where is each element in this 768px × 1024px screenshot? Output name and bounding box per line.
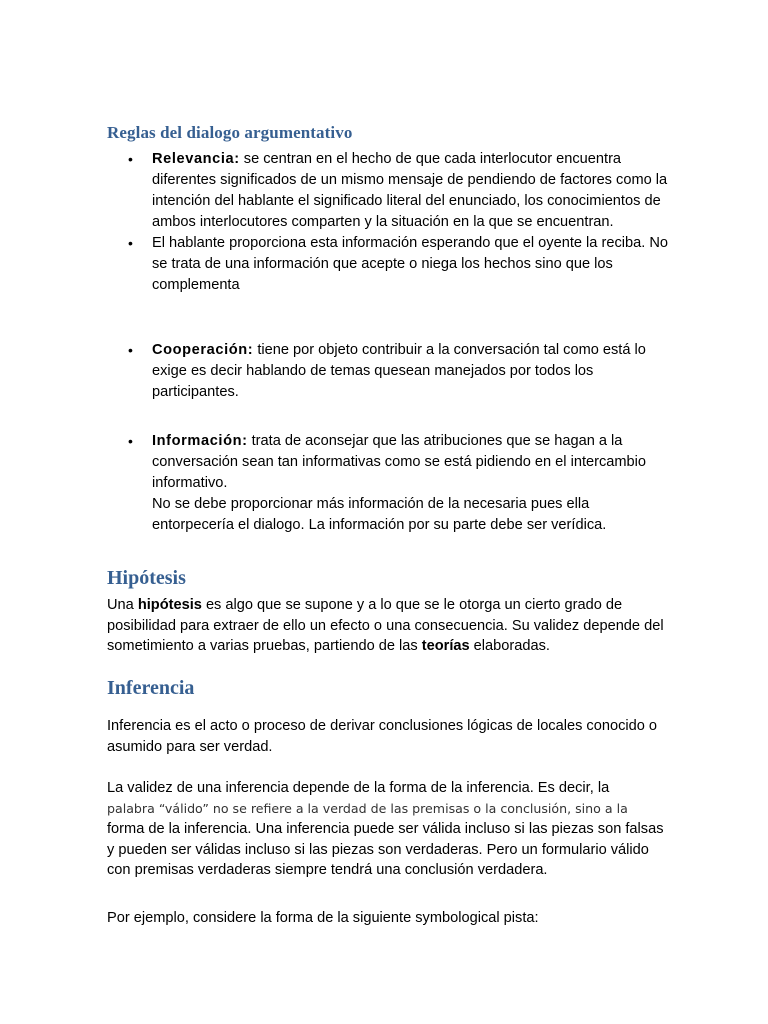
bullet-dot: • xyxy=(128,433,133,449)
validez-line-2: palabra “válido” no se refiere a la verdad de las premisas o la conclusión, sino a la xyxy=(107,800,628,816)
bullet-informacion xyxy=(0,431,672,536)
term-cooperacion: Cooperación: xyxy=(152,342,254,358)
teorias-bold: teorías xyxy=(421,638,470,654)
hipotesis-paragraph xyxy=(107,595,667,657)
heading-hipotesis: Hipótesis xyxy=(107,567,186,589)
validez-line-1: La validez de una inferencia depende de la forma de la inferencia. Es decir, la xyxy=(107,780,610,796)
bullet-dot: • xyxy=(128,235,133,251)
bullet-dot: • xyxy=(128,151,133,167)
hipotesis-text-c: es algo que se supone y a lo que se le otorga un cierto grado de posibilidad para extraer de ello un efecto o una consecuencia. Su validez depende del sometimiento a varias pruebas, partiendo de las xyxy=(107,597,664,654)
hipotesis-text-a: Una xyxy=(107,597,138,613)
bullet-dot: • xyxy=(128,342,133,358)
rules-list-informacion xyxy=(0,431,768,536)
heading-inferencia: Inferencia xyxy=(107,677,195,699)
hablante-text: El hablante proporciona esta información esperando que el oyente la reciba. No se trata de una información que acepte o niega los hechos sino que los complementa xyxy=(152,235,668,293)
rules-list-top xyxy=(0,149,768,296)
validez-line-3: forma de la inferencia. Una inferencia puede ser válida incluso si las piezas son falsas y pueden ser válidas incluso si las piezas son verdaderas. Pero un formulario válido con premisas verdaderas siempre tendrá una conclusión verdadera. xyxy=(107,821,664,878)
relevancia-text: se centran en el hecho de que cada interlocutor encuentra diferentes significados de un mismo mensaje de pendiendo de factores como la intención del hablante el significado literal del enunciado, los conocimientos de ambos interlocutores comparten y la situación en la que se encuentran. xyxy=(152,151,668,230)
inferencia-paragraph-3: Por ejemplo, considere la forma de la siguiente symbological pista: xyxy=(107,910,539,926)
informacion-text-2: No se debe proporcionar más información de la necesaria pues ella entorpecería el dialogo. La información por su parte debe ser verídica. xyxy=(152,496,607,533)
inferencia-paragraph-2 xyxy=(107,778,667,881)
rules-list-cooperacion xyxy=(0,340,768,403)
term-relevancia: Relevancia: xyxy=(152,151,240,167)
hipotesis-bold: hipótesis xyxy=(137,597,202,613)
bullet-cooperacion xyxy=(0,340,672,403)
cooperacion-text: tiene por objeto contribuir a la conversación tal como está lo exige es decir hablando de temas quesean manejados por todos los participantes. xyxy=(152,342,646,400)
heading-reglas: Reglas del dialogo argumentativo xyxy=(107,123,353,142)
bullet-hablante xyxy=(0,233,672,296)
hipotesis-text-e: elaboradas. xyxy=(469,638,550,654)
term-informacion: Información: xyxy=(152,433,248,449)
inferencia-paragraph-1: Inferencia es el acto o proceso de derivar conclusiones lógicas de locales conocido o asumido para ser verdad. xyxy=(107,718,658,755)
informacion-text: trata de aconsejar que las atribuciones que se hagan a la conversación sean tan informativas como se está pidiendo en el intercambio informativo. xyxy=(152,433,647,491)
bullet-relevancia xyxy=(0,149,672,233)
